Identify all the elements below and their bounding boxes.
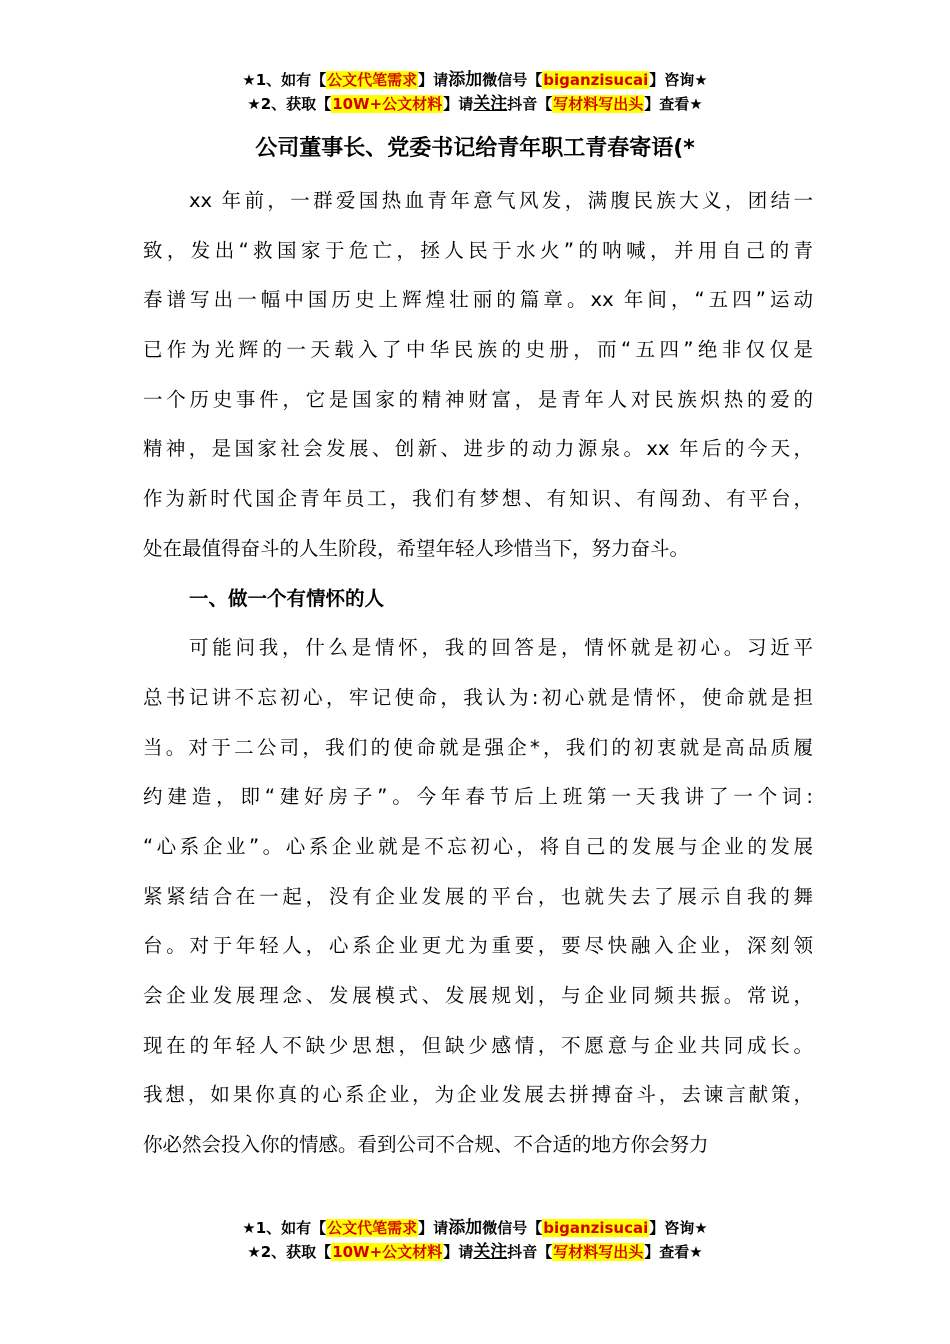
banner-highlight: 写材料写出头: [553, 95, 644, 113]
paragraph-line: 春谱写出一幅中国历史上辉煌壮丽的篇章。xx 年间，“五四”运动: [143, 288, 813, 312]
paragraph-line: 约建造，即“建好房子”。今年春节后上班第一天我讲了一个词:: [143, 785, 813, 809]
banner-text: 】请: [418, 71, 449, 89]
banner-highlight: 写材料写出头: [553, 1243, 644, 1261]
paragraph-line: 总书记讲不忘初心，牢记使命，我认为:初心就是情怀，使命就是担: [143, 685, 813, 709]
banner-line-2: [0, 92, 950, 116]
paragraph-line: 可能问我，什么是情怀，我的回答是，情怀就是初心。习近平: [189, 636, 813, 660]
banner-emphasis: 关注: [473, 94, 508, 114]
paragraph-line: 作为新时代国企青年员工，我们有梦想、有知识、有闯劲、有平台，: [143, 487, 813, 511]
banner-text: ★1、如有【: [242, 71, 327, 89]
paragraph-line: 紧紧结合在一起，没有企业发展的平台，也就失去了展示自我的舞: [143, 884, 813, 908]
paragraph-line: 你必然会投入你的情感。看到公司不合规、不合适的地方你会努力: [143, 1133, 709, 1157]
banner-text: 】请: [418, 1219, 449, 1237]
banner-text: 微信号【: [482, 1219, 543, 1237]
banner-text: ★2、获取【: [247, 95, 332, 113]
banner-line-2: [0, 1240, 950, 1264]
paragraph-line: 当。对于二公司，我们的使命就是强企*，我们的初衷就是高品质履: [143, 735, 813, 759]
paragraph-line: 处在最值得奋斗的人生阶段，希望年轻人珍惜当下，努力奋斗。: [143, 536, 690, 560]
paragraph-line: xx 年前，一群爱国热血青年意气风发，满腹民族大义，团结一: [189, 189, 813, 212]
paragraph-line: 会企业发展理念、发展模式、发展规划，与企业同频共振。常说，: [143, 984, 813, 1007]
banner-emphasis: 添加: [448, 70, 483, 90]
document-title: 公司董事长、党委书记给青年职工青春寄语(*: [255, 136, 695, 161]
banner-highlight: 10W+公文材料: [332, 95, 443, 113]
banner-text: 】咨询★: [649, 1219, 708, 1237]
banner-text: 】咨询★: [649, 71, 708, 89]
banner-emphasis: 添加: [448, 1218, 483, 1238]
banner-text: 】查看★: [644, 95, 703, 113]
paragraph-line: 台。对于年轻人，心系企业更尤为重要，要尽快融入企业，深刻领: [143, 934, 813, 958]
paragraph-line: 现在的年轻人不缺少思想，但缺少感情，不愿意与企业共同成长。: [143, 1033, 813, 1057]
banner-emphasis: 关注: [473, 1242, 508, 1262]
banner-text: 微信号【: [482, 71, 543, 89]
banner-text: 】请: [443, 1243, 474, 1261]
banner-highlight: biganzisucai: [543, 71, 649, 89]
paragraph-line: 已作为光辉的一天载入了中华民族的史册，而“五四”绝非仅仅是: [143, 338, 813, 362]
paragraph-line: 我想，如果你真的心系企业，为企业发展去拼搏奋斗，去谏言献策，: [143, 1083, 813, 1107]
header-banner: [0, 68, 950, 116]
paragraph-line: 一个历史事件，它是国家的精神财富，是青年人对民族炽热的爱的: [143, 387, 813, 411]
banner-line-1: [0, 1216, 950, 1240]
banner-text: 抖音【: [507, 1243, 553, 1261]
paragraph-line: 精神，是国家社会发展、创新、进步的动力源泉。xx 年后的今天，: [143, 437, 813, 461]
banner-text: ★1、如有【: [242, 1219, 327, 1237]
banner-line-1: [0, 68, 950, 92]
footer-banner: [0, 1216, 950, 1264]
banner-highlight: 10W+公文材料: [332, 1243, 443, 1261]
document-body: [143, 176, 813, 1170]
banner-highlight: 公文代笔需求: [327, 71, 418, 89]
banner-text: 抖音【: [507, 95, 553, 113]
banner-text: 】查看★: [644, 1243, 703, 1261]
banner-highlight: biganzisucai: [543, 1219, 649, 1237]
banner-text: ★2、获取【: [247, 1243, 332, 1261]
paragraph-line: “心系企业”。心系企业就是不忘初心，将自己的发展与企业的发展: [143, 834, 813, 858]
section-heading: 一、做一个有情怀的人: [189, 586, 385, 610]
banner-text: 】请: [443, 95, 474, 113]
banner-highlight: 公文代笔需求: [327, 1219, 418, 1237]
paragraph-line: 致，发出“救国家于危亡，拯人民于水火”的呐喊，并用自己的青: [143, 238, 813, 262]
